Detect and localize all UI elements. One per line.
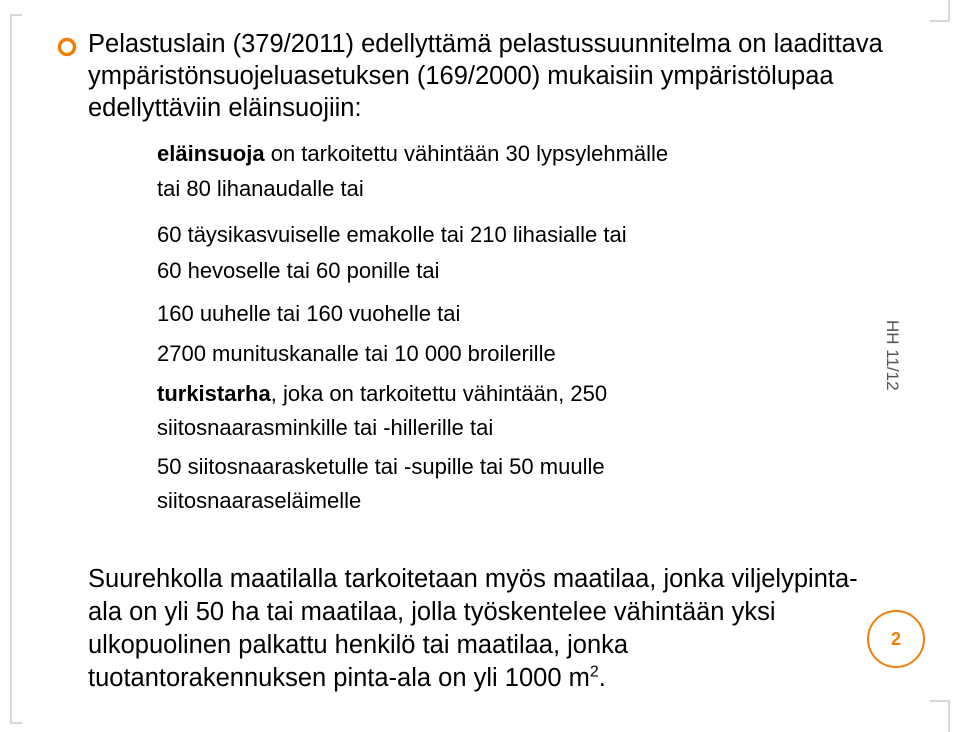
list-item: 2700 munituskanalle tai 10 000 broilerille	[157, 341, 556, 366]
intro-text: Pelastuslain (379/2011) edellyttämä pelastussuunnitelma on laadittava ympäristönsuojeluasetuksen (169/2000) mukaisiin ympäristölupaa edellyttäviin eläinsuojiin:	[88, 30, 883, 122]
list-item: 160 uuhelle tai 160 vuohelle tai	[157, 301, 461, 326]
list-item: tai 80 lihanaudalle tai	[157, 176, 364, 201]
slide-frame-right-top	[930, 0, 950, 22]
bullet-icon	[56, 36, 78, 58]
page-number-badge: 2	[867, 610, 925, 668]
list-item: 50 siitosnaarasketulle tai -supille tai 50 muulle siitosnaaraseläimelle	[157, 454, 605, 513]
list-item: 60 täysikasvuiselle emakolle tai 210 lihasialle tai	[157, 222, 627, 247]
list-item: turkistarha, joka on tarkoitettu vähintään, 250 siitosnaarasminkille tai -hillerille tai	[157, 381, 608, 440]
side-label: HH 11/12	[883, 320, 902, 391]
list-item: 60 hevoselle tai 60 ponille tai	[157, 258, 440, 283]
list-item: eläinsuoja on tarkoitettu vähintään 30 lypsylehmälle	[157, 141, 669, 166]
slide-frame-right-bottom	[930, 700, 950, 732]
slide-frame-left	[10, 14, 22, 724]
paragraph: Suurehkolla maatilalla tarkoitetaan myös maatilaa, jonka viljelypinta-ala on yli 50 ha tai maatilaa, jolla työskentelee vähintään yksi ulkopuolinen palkattu henkilö tai maatilaa, jonka tuotantorakennuksen pinta-ala on yli 1000 $m^2$.	[88, 565, 858, 692]
